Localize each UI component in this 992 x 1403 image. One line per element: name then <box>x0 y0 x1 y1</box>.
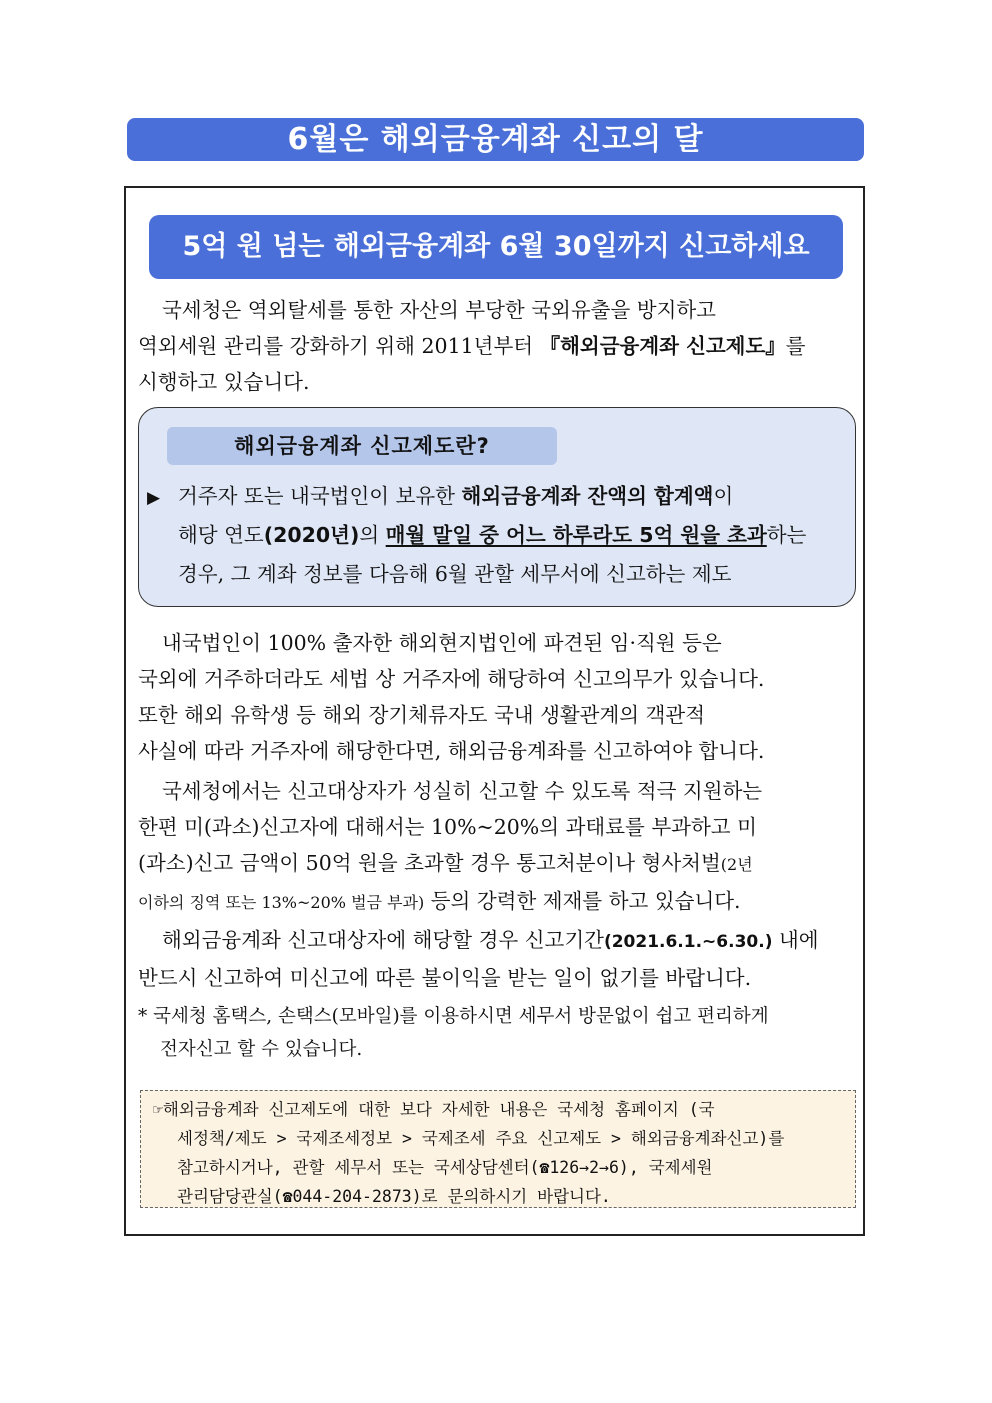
deadline-paragraph: 해외금융계좌 신고대상자에 해당할 경우 신고기간(2021.6.1.~6.30.) 내에 반드시 신고하여 미신고에 따른 불이익을 받는 일이 없기를 바랍니다. <box>138 928 819 990</box>
definition-line-1: 거주자 또는 내국법인이 보유한 해외금융계좌 잔액의 합계액이 <box>178 484 734 508</box>
page-title-banner: 6월은 해외금융계좌 신고의 달 <box>127 118 864 161</box>
intro-line-2: 역외세원 관리를 강화하기 위해 2011년부터 『해외금융계좌 신고제도』를 <box>138 334 806 358</box>
definition-line-2: 해당 연도(2020년)의 매월 말일 중 어느 하루라도 5억 원을 초과하는 <box>178 523 807 547</box>
resident-paragraph: 내국법인이 100% 출자한 해외현지법인에 파견된 임·직원 등은 국외에 거주하더라도 세법 상 거주자에 해당하여 신고의무가 있습니다. 또한 해외 유학생 등 해외 장기체류자도 국내 생활관계의 객관적 사실에 따라 거주자에 해당한다면, 해외금융계좌를 신고하여야 합니다. <box>138 631 765 763</box>
headline-banner: 5억 원 넘는 해외금융계좌 6월 30일까지 신고하세요 <box>149 215 843 279</box>
definition-line-3: 경우, 그 계좌 정보를 다음해 6월 관할 세무서에 신고하는 제도 <box>178 562 732 586</box>
intro-line-3: 시행하고 있습니다. <box>138 370 310 394</box>
hometax-note: * 국세청 홈택스, 손택스(모바일)를 이용하시면 세무서 방문없이 쉽고 편리하게 전자신고 할 수 있습니다. <box>138 1006 769 1060</box>
penalty-paragraph: 국세청에서는 신고대상자가 성실히 신고할 수 있도록 적극 지원하는 한편 미(과소)신고자에 대해서는 10%~20%의 과태료를 부과하고 미 (과소)신고 금액이 50억 원을 초과할 경우 통고처분이나 형사처벌(2년 이하의 징역 또는 13%~20% 벌금 부과) 등의 강력한 제재를 하고 있습니다. <box>138 779 763 913</box>
definition-title: 해외금융계좌 신고제도란? <box>167 427 557 465</box>
system-name: 『해외금융계좌 신고제도』 <box>539 334 786 358</box>
intro-line-1: 국세청은 역외탈세를 통한 자산의 부당한 국외유출을 방지하고 <box>162 298 716 322</box>
contact-info-box: ☞해외금융계좌 신고제도에 대한 보다 자세한 내용은 국세청 홈페이지 (국 세정책/제도 > 국제조세정보 > 국제조세 주요 신고제도 > 해외금융계좌신고)를 참고하시거나, 관할 세무서 또는 국세상담센터(☎126→2→6), 국제세원 관리담당관실(☎044-204-2873)로 문의하시기 바랍니다. <box>140 1090 856 1208</box>
intro-paragraph <box>138 292 854 400</box>
triangle-bullet-icon: ▶ <box>147 488 161 508</box>
